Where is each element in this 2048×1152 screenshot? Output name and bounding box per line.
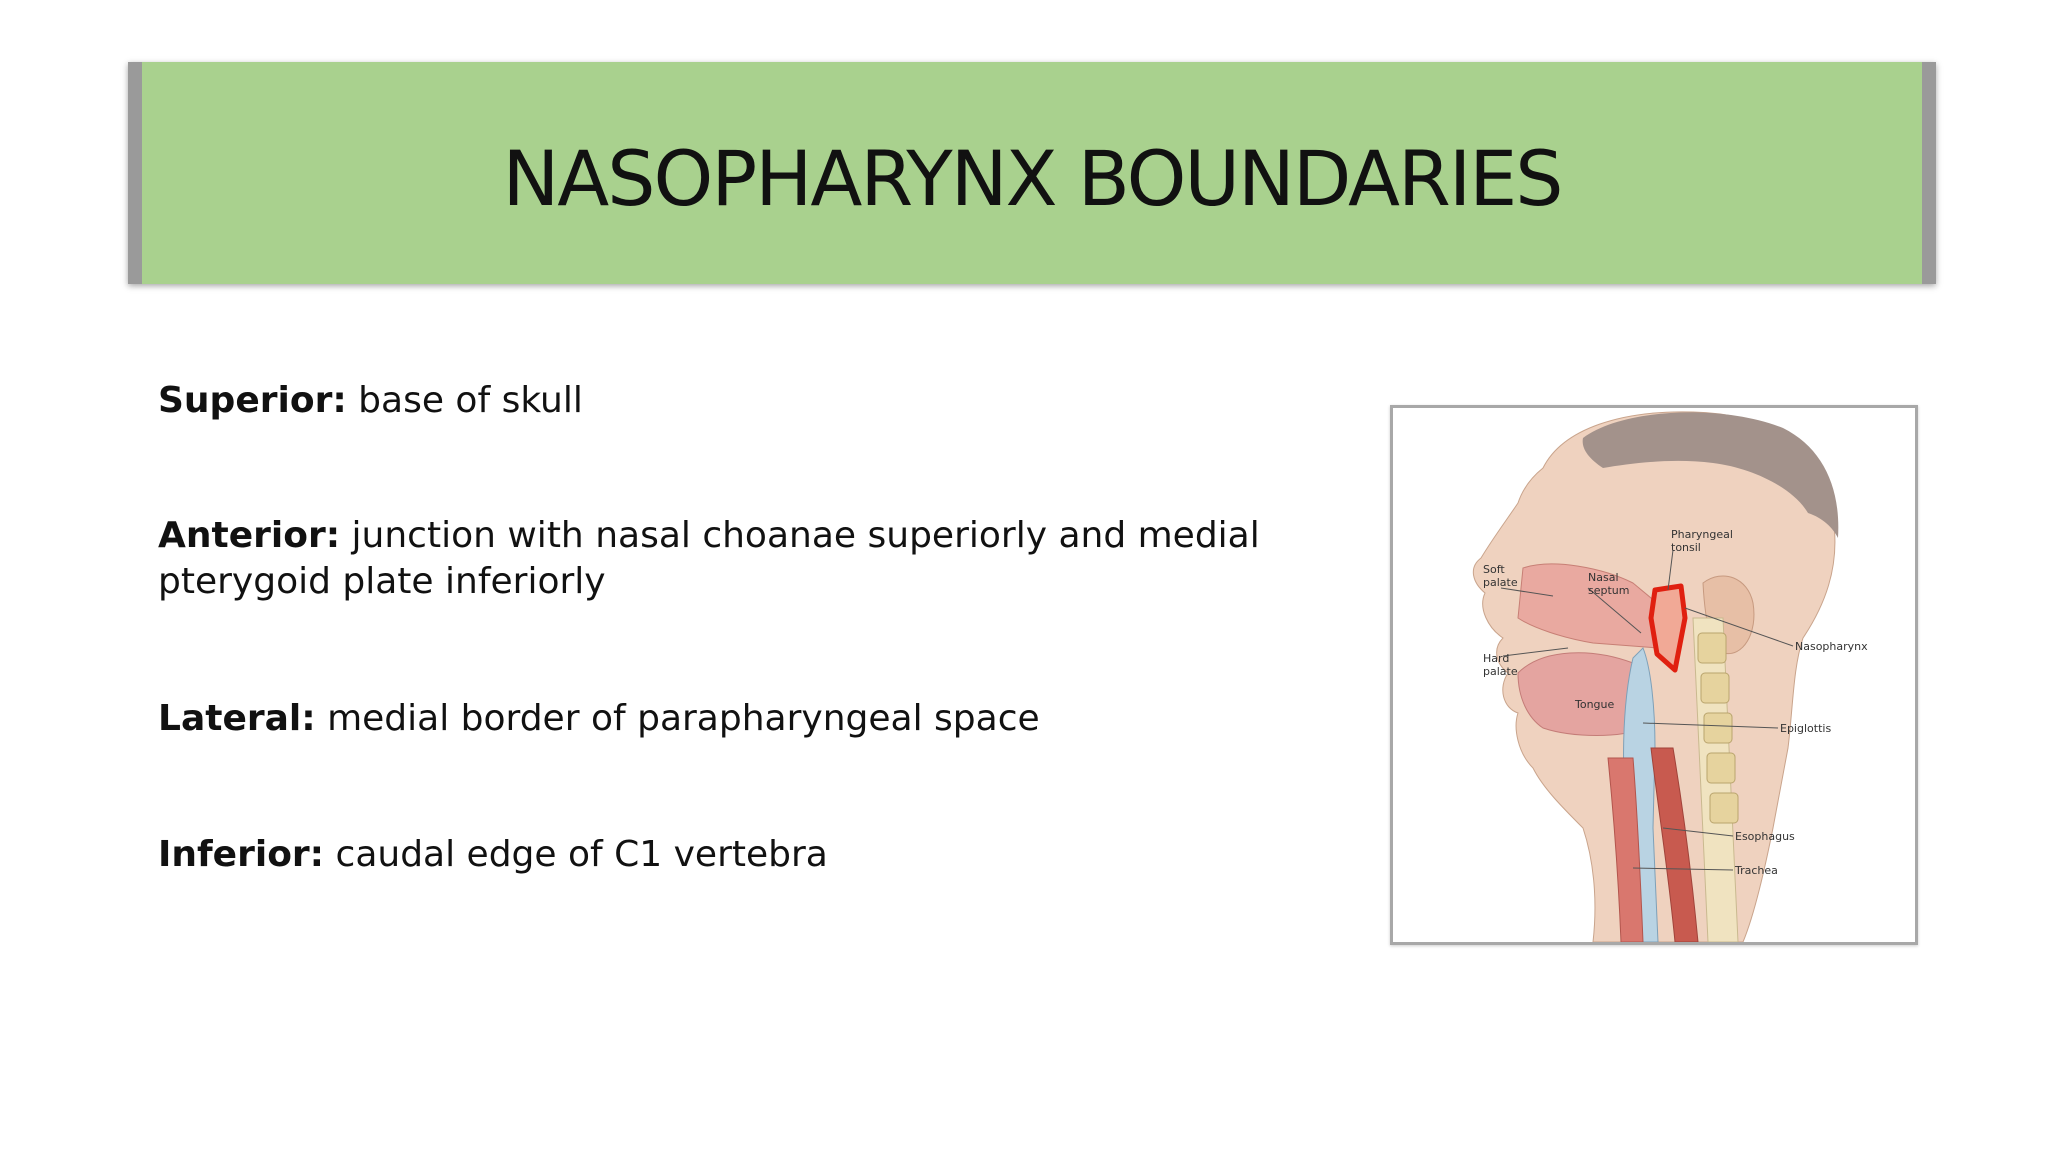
label-pharyngeal-tonsil-2: tonsil xyxy=(1671,541,1701,554)
label-trachea: Trachea xyxy=(1735,864,1778,877)
boundary-inferior xyxy=(158,832,828,878)
label-nasal-septum-2: septum xyxy=(1588,584,1630,597)
label-hard-palate-2: palate xyxy=(1483,665,1518,678)
boundary-label: Anterior: xyxy=(158,515,341,556)
boundary-label: Lateral: xyxy=(158,698,316,739)
boundary-text: junction with nasal choanae superiorly and medial pterygoid plate inferiorly xyxy=(158,515,1260,602)
boundary-superior xyxy=(158,378,583,424)
title-banner xyxy=(128,62,1936,284)
boundary-label: Superior: xyxy=(158,380,347,421)
label-nasal-septum-1: Nasal xyxy=(1588,571,1619,584)
boundary-text: medial border of parapharyngeal space xyxy=(315,698,1040,739)
boundary-text: base of skull xyxy=(346,380,583,421)
boundary-lateral xyxy=(158,696,1040,742)
label-soft-palate-1: Soft xyxy=(1483,563,1505,576)
boundary-anterior xyxy=(158,513,1318,605)
boundary-text: caudal edge of C1 vertebra xyxy=(324,834,828,875)
label-epiglottis: Epiglottis xyxy=(1780,722,1832,735)
label-tongue: Tongue xyxy=(1575,698,1615,711)
label-esophagus: Esophagus xyxy=(1735,830,1795,843)
head-sagittal-illustration xyxy=(1393,408,1915,942)
label-nasopharynx: Nasopharynx xyxy=(1795,640,1868,653)
label-pharyngeal-tonsil-1: Pharyngeal xyxy=(1671,528,1733,541)
slide-title: NASOPHARYNX BOUNDARIES xyxy=(502,133,1562,223)
boundary-label: Inferior: xyxy=(158,834,325,875)
anatomy-figure xyxy=(1390,405,1918,945)
label-hard-palate-1: Hard xyxy=(1483,652,1510,665)
label-soft-palate-2: palate xyxy=(1483,576,1518,589)
